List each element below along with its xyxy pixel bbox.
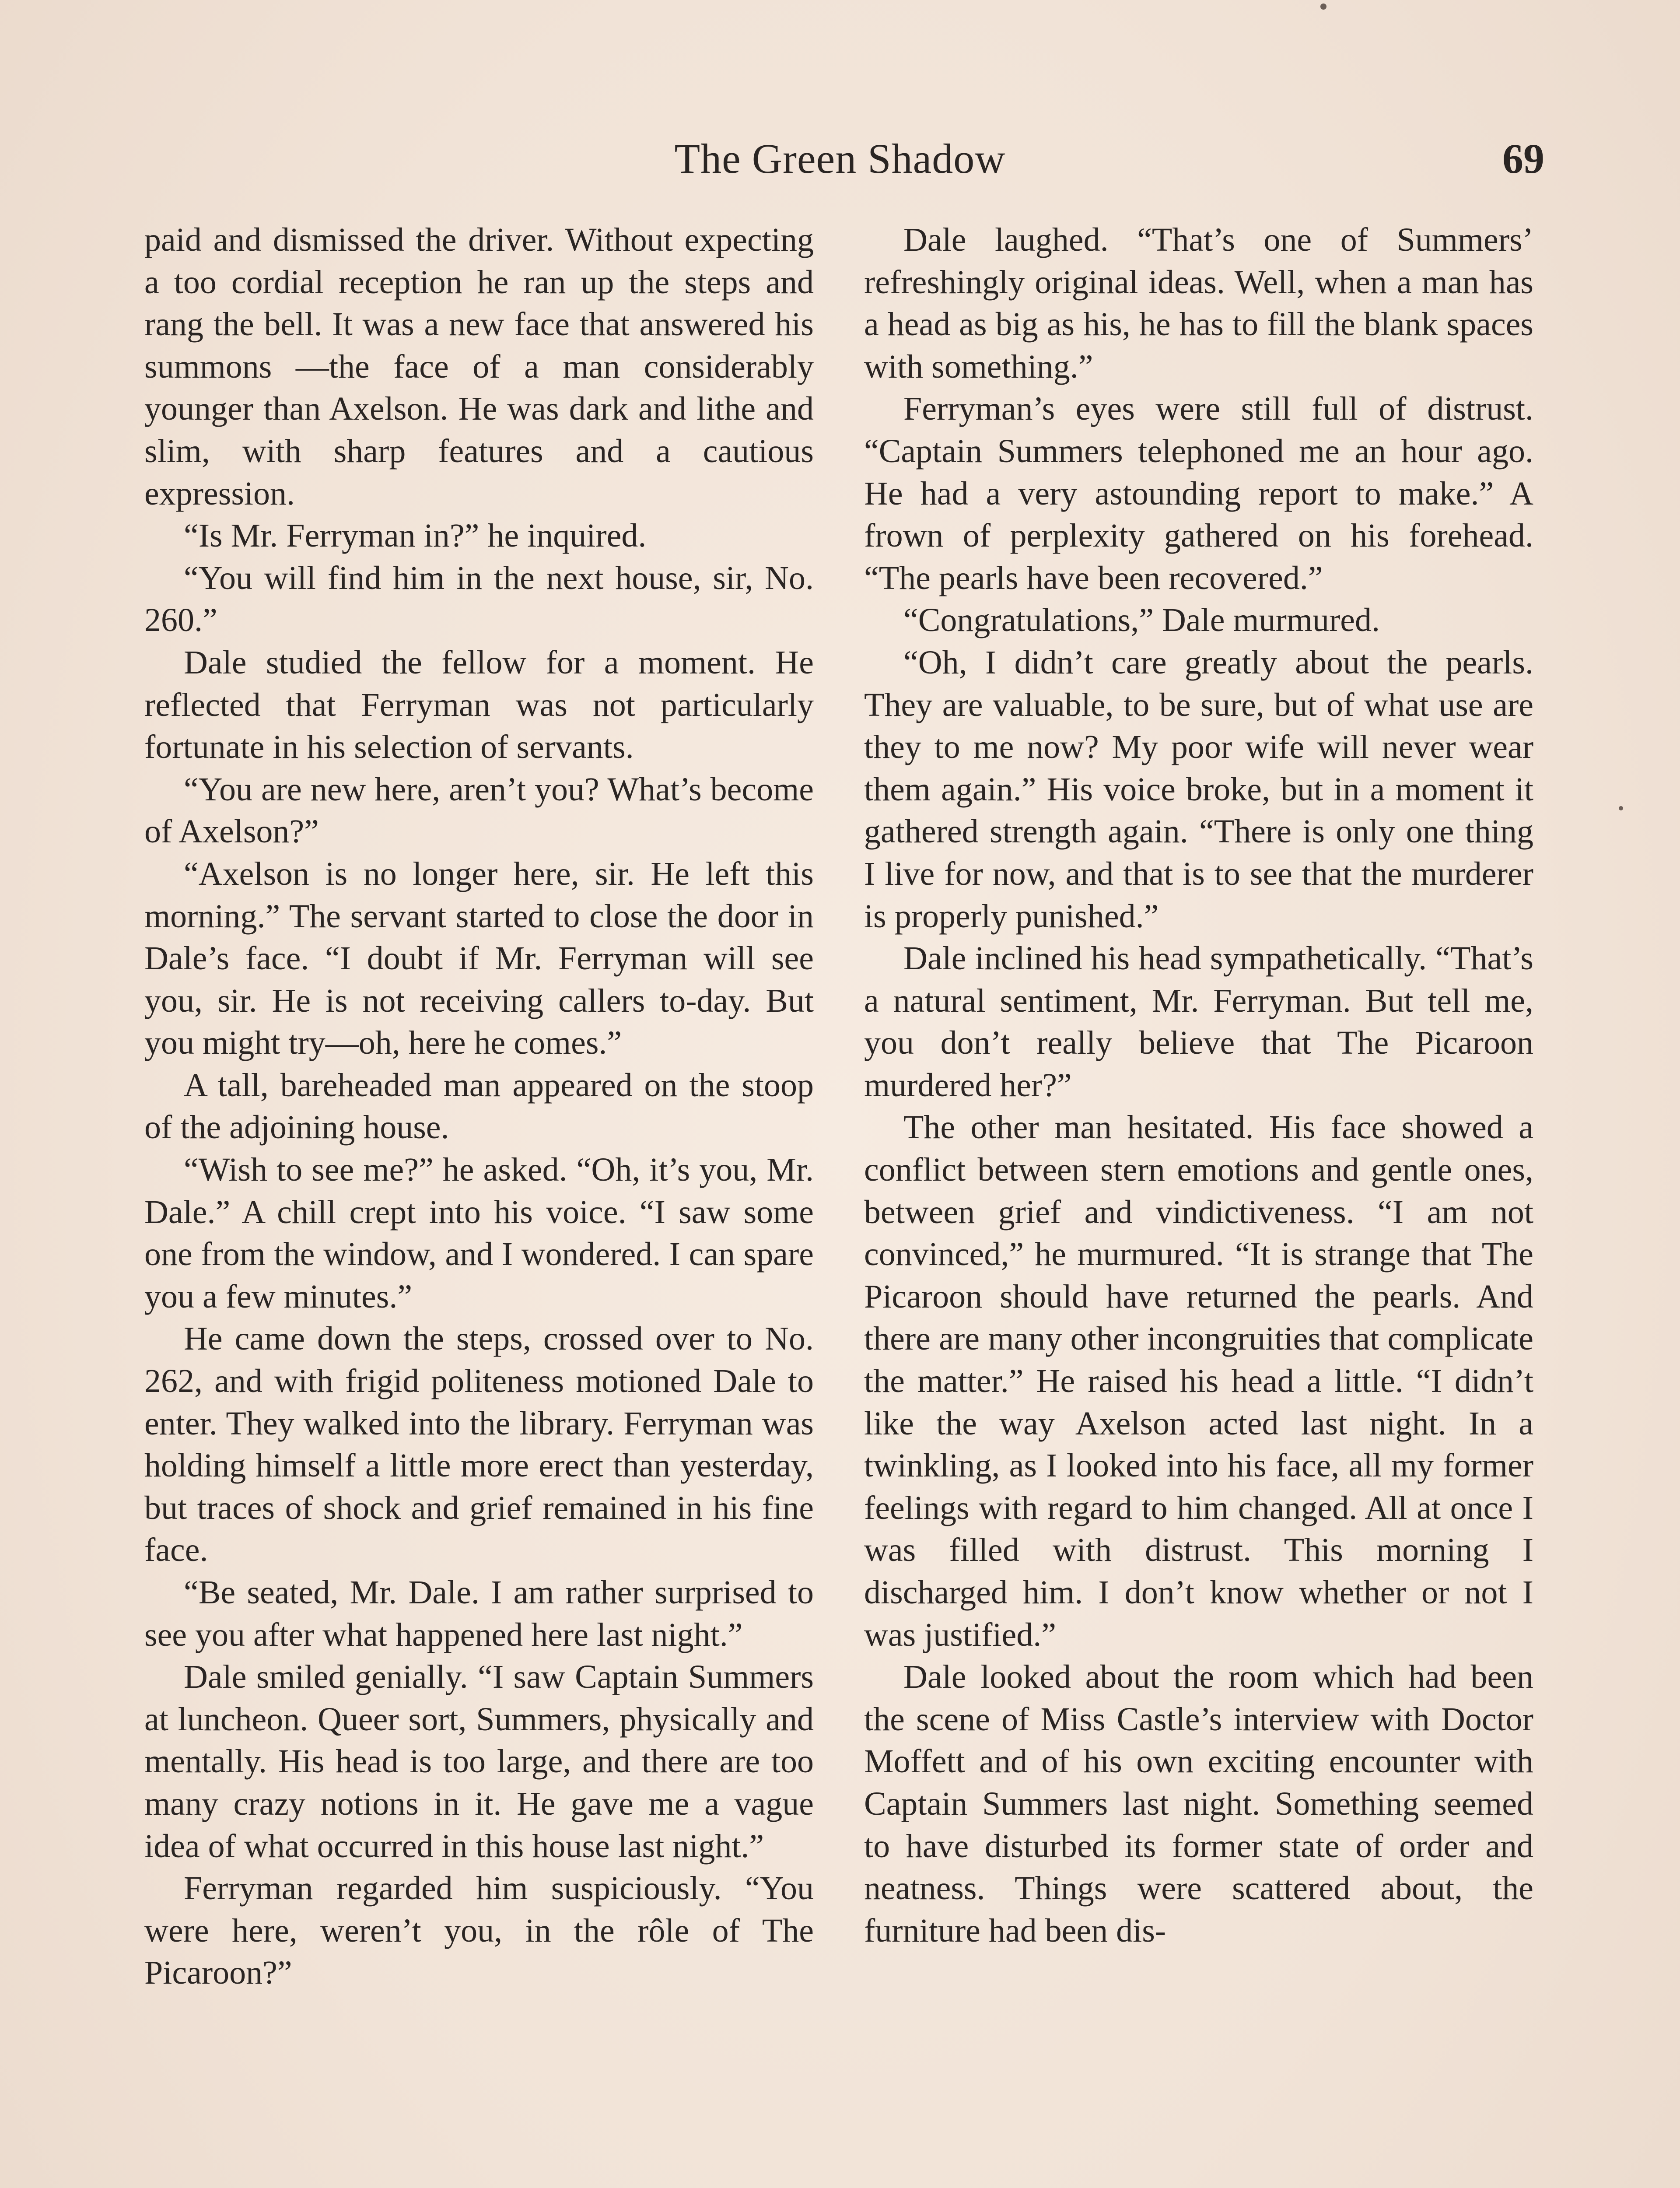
paragraph: Dale inclined his head sympathetically. “That’s a natural sentiment, Mr. Ferryman. But tell me, you don’t really believe that The Picaroon murdered her?” <box>864 940 1533 1104</box>
paragraph: A tall, bareheaded man appeared on the stoop of the adjoining house. <box>144 1066 814 1146</box>
paragraph: “Oh, I didn’t care greatly about the pearls. They are valuable, to be sure, but of what use are they to me now? My poor wife will never wear them again.” His voice broke, but in a moment it gathered strength again. “There is only one thing I live for now, and that is to see that the murderer is properly punished.” <box>864 644 1533 935</box>
running-title: The Green Shadow <box>674 135 1006 182</box>
paragraph: “Is Mr. Ferryman in?” he inquired. <box>184 517 647 554</box>
page-number: 69 <box>1502 135 1544 182</box>
paragraph: “Axelson is no longer here, sir. He left this morning.” The servant started to close the door in Dale’s face. “I doubt if Mr. Ferryman will see you, sir. He is not receiving callers to-day. But you might try—oh, here he comes.” <box>144 855 814 1062</box>
paragraph: He came down the steps, crossed over to No. 262, and with frigid politeness motioned Dale to enter. They walked into the library. Ferryman was holding himself a little more erect than yesterday, but traces of shock and grief remained in his fine face. <box>144 1320 814 1569</box>
right-text-column <box>864 219 1533 1952</box>
paragraph: Dale laughed. “That’s one of Summers’ refreshingly original ideas. Well, when a man has a head as big as his, he has to fill the blank spaces with something.” <box>864 221 1533 385</box>
page-header <box>0 130 1680 187</box>
paragraph: Ferryman regarded him suspiciously. “You were here, weren’t you, in the rôle of The Picaroon?” <box>144 1870 814 1992</box>
left-text-column <box>144 219 814 1994</box>
paragraph: paid and dismissed the driver. Without expecting a too cordial reception he ran up the steps and rang the bell. It was a new face that answered his summons —the face of a man considerably younger than Axelson. He was dark and lithe and slim, with sharp features and a cautious expression. <box>144 221 814 512</box>
paragraph: “Wish to see me?” he asked. “Oh, it’s you, Mr. Dale.” A chill crept into his voice. “I saw some one from the window, and I wondered. I can spare you a few minutes.” <box>144 1151 814 1315</box>
paragraph: “You will find him in the next house, sir, No. 260.” <box>144 559 814 639</box>
paragraph: “Be seated, Mr. Dale. I am rather surprised to see you after what happened here last night.” <box>144 1574 814 1653</box>
paragraph: The other man hesitated. His face showed a conflict between stern emotions and gentle ones, between grief and vindictiveness. “I am not convinced,” he murmured. “It is strange that The Picaroon should have returned the pearls. And there are many other incongruities that complicate the matter.” He raised his head a little. “I didn’t like the way Axelson acted last night. In a twinkling, as I looked into his face, all my former feelings with regard to him changed. All at once I was filled with distrust. This morning I discharged him. I don’t know whether or not I was justified.” <box>864 1109 1533 1653</box>
print-speck <box>1320 4 1326 10</box>
paragraph: Dale looked about the room which had been the scene of Miss Castle’s interview with Doctor Moffett and of his own exciting encounter with Captain Summers last night. Something seemed to have disturbed its former state of order and neatness. Things were scattered about, the furniture had been dis- <box>864 1659 1533 1949</box>
paragraph: “You are new here, aren’t you? What’s become of Axelson?” <box>144 771 814 850</box>
print-speck <box>1619 806 1623 810</box>
paragraph: Dale studied the fellow for a moment. He reflected that Ferryman was not particularly fortunate in his selection of servants. <box>144 644 814 766</box>
paragraph: Ferryman’s eyes were still full of distrust. “Captain Summers telephoned me an hour ago. He had a very astounding report to make.” A frown of perplexity gathered on his forehead. “The pearls have been recovered.” <box>864 390 1533 596</box>
paragraph: Dale smiled genially. “I saw Captain Summers at luncheon. Queer sort, Summers, physically and mentally. His head is too large, and there are too many crazy notions in it. He gave me a vague idea of what occurred in this house last night.” <box>144 1659 814 1865</box>
paragraph: “Congratulations,” Dale murmured. <box>903 602 1380 639</box>
